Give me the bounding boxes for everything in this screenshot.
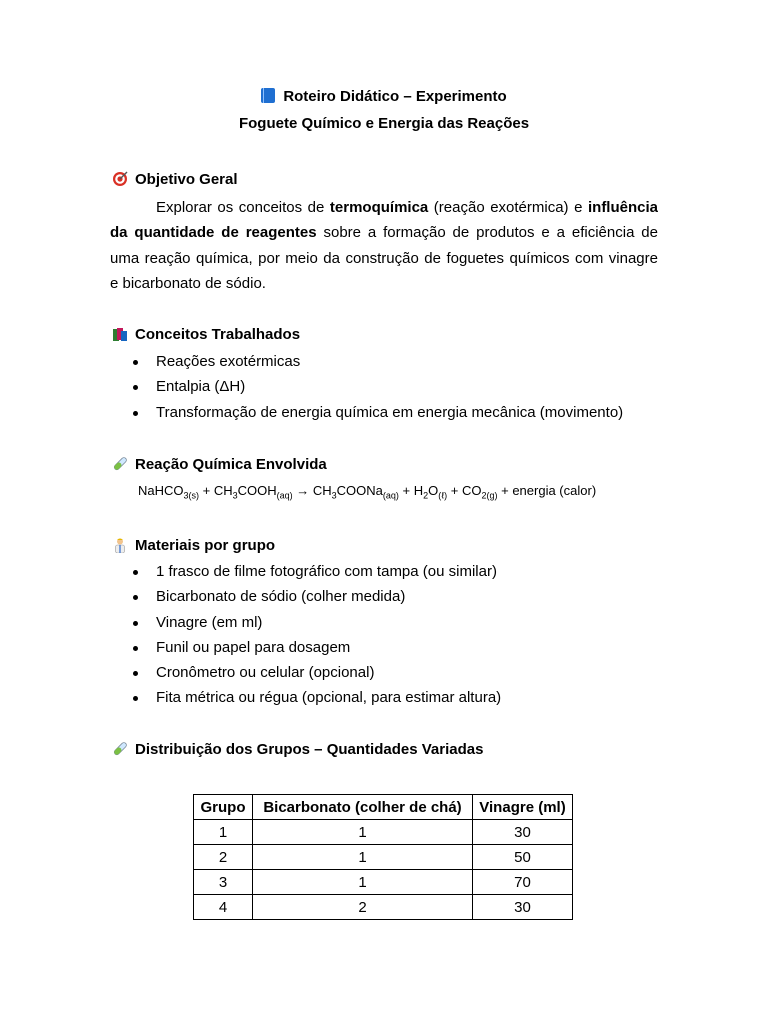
section-heading-conceitos [112,326,300,343]
target-icon [112,171,128,187]
document-title [0,88,768,105]
list-item: Bicarbonato de sódio (colher medida) [110,584,501,609]
eq-part: + H [398,483,424,498]
table-row [194,895,573,920]
eq-part: → CH [292,483,332,498]
eq-part: NaHCO [138,483,184,498]
materiais-heading-text: Materiais por grupo [135,537,276,554]
eq-part: + CH [199,483,233,498]
chemical-equation [138,483,596,501]
table-row [194,870,573,895]
eq-subscript: 2 [423,490,429,501]
text-run: (reação exotérmica) e [428,199,588,216]
text-run: Explorar os conceitos de [156,199,330,216]
list-item: Fita métrica ou régua (opcional, para estimar altura) [110,685,501,710]
list-item: Funil ou papel para dosagem [110,635,501,660]
list-item: 1 frasco de filme fotográfico com tampa (ou similar) [110,559,501,584]
bold-term: influência [587,199,658,216]
list-item: Vinagre (em ml) [110,610,501,635]
column-header: Vinagre (ml) [473,795,573,820]
materiais-list [110,559,501,711]
eq-subscript: (aq) [276,490,293,501]
eq-part: COONa [336,483,383,498]
text-run: sobre a formação de produtos e a eficiência de [316,224,658,242]
objetivo-line-2 [110,220,658,245]
table-cell: 30 [473,895,573,920]
section-heading-distribuicao [112,741,483,758]
table-header-row [194,795,573,820]
conceitos-list [110,349,623,425]
table-cell: 2 [253,895,473,920]
section-heading-reacao [112,456,327,473]
objetivo-line-4: e bicarbonato de sódio. [110,274,266,292]
table-cell: 30 [473,820,573,845]
eq-subscript: 3 [331,490,337,501]
bold-term: termoquímica [329,199,429,216]
table-row [194,820,573,845]
table-cell: 50 [473,845,573,870]
objetivo-line-1 [110,195,658,220]
list-item: Cronômetro ou celular (opcional) [110,660,501,685]
eq-subscript: 3(s) [183,490,200,501]
objetivo-paragraph [110,195,658,296]
table-cell: 1 [194,820,253,845]
scientist-icon [112,537,128,553]
test-tube-icon [112,741,128,757]
books-icon [112,326,128,342]
list-item: Entalpia (ΔH) [110,374,623,399]
section-heading-objetivo [112,171,238,188]
eq-subscript: (aq) [382,490,399,501]
eq-part: O [428,483,439,498]
reacao-heading-text: Reação Química Envolvida [135,456,327,473]
book-icon [261,88,275,103]
column-header: Grupo [194,795,253,820]
eq-part: COOH [237,483,277,498]
eq-subscript: (ℓ) [438,490,448,501]
eq-subscript: 3 [232,490,238,501]
table-cell: 3 [194,870,253,895]
distribuicao-heading-text: Distribuição dos Grupos – Quantidades Variadas [135,741,484,758]
table-cell: 1 [253,870,473,895]
groups-table [193,794,573,920]
bold-term: da quantidade de reagentes [110,224,317,242]
objetivo-heading-text: Objetivo Geral [135,171,238,188]
table-cell: 70 [473,870,573,895]
table-row [194,845,573,870]
table-cell: 4 [194,895,253,920]
objetivo-line-3: uma reação química, por meio da construção de foguetes químicos com vinagre [110,249,658,267]
document-subtitle: Foguete Químico e Energia das Reações [238,115,530,132]
list-item: Transformação de energia química em energia mecânica (movimento) [110,400,623,425]
table-cell: 1 [253,845,473,870]
eq-part: + energia (calor) [497,483,597,498]
list-item: Reações exotérmicas [110,349,623,374]
table-cell: 2 [194,845,253,870]
title-line-1: Roteiro Didático – Experimento [283,88,507,105]
table-cell: 1 [253,820,473,845]
conceitos-heading-text: Conceitos Trabalhados [135,326,301,343]
eq-subscript: 2(g) [481,490,498,501]
eq-part: + CO [447,483,482,498]
test-tube-icon [112,456,128,472]
column-header: Bicarbonato (colher de chá) [253,795,473,820]
section-heading-materiais [112,537,275,554]
